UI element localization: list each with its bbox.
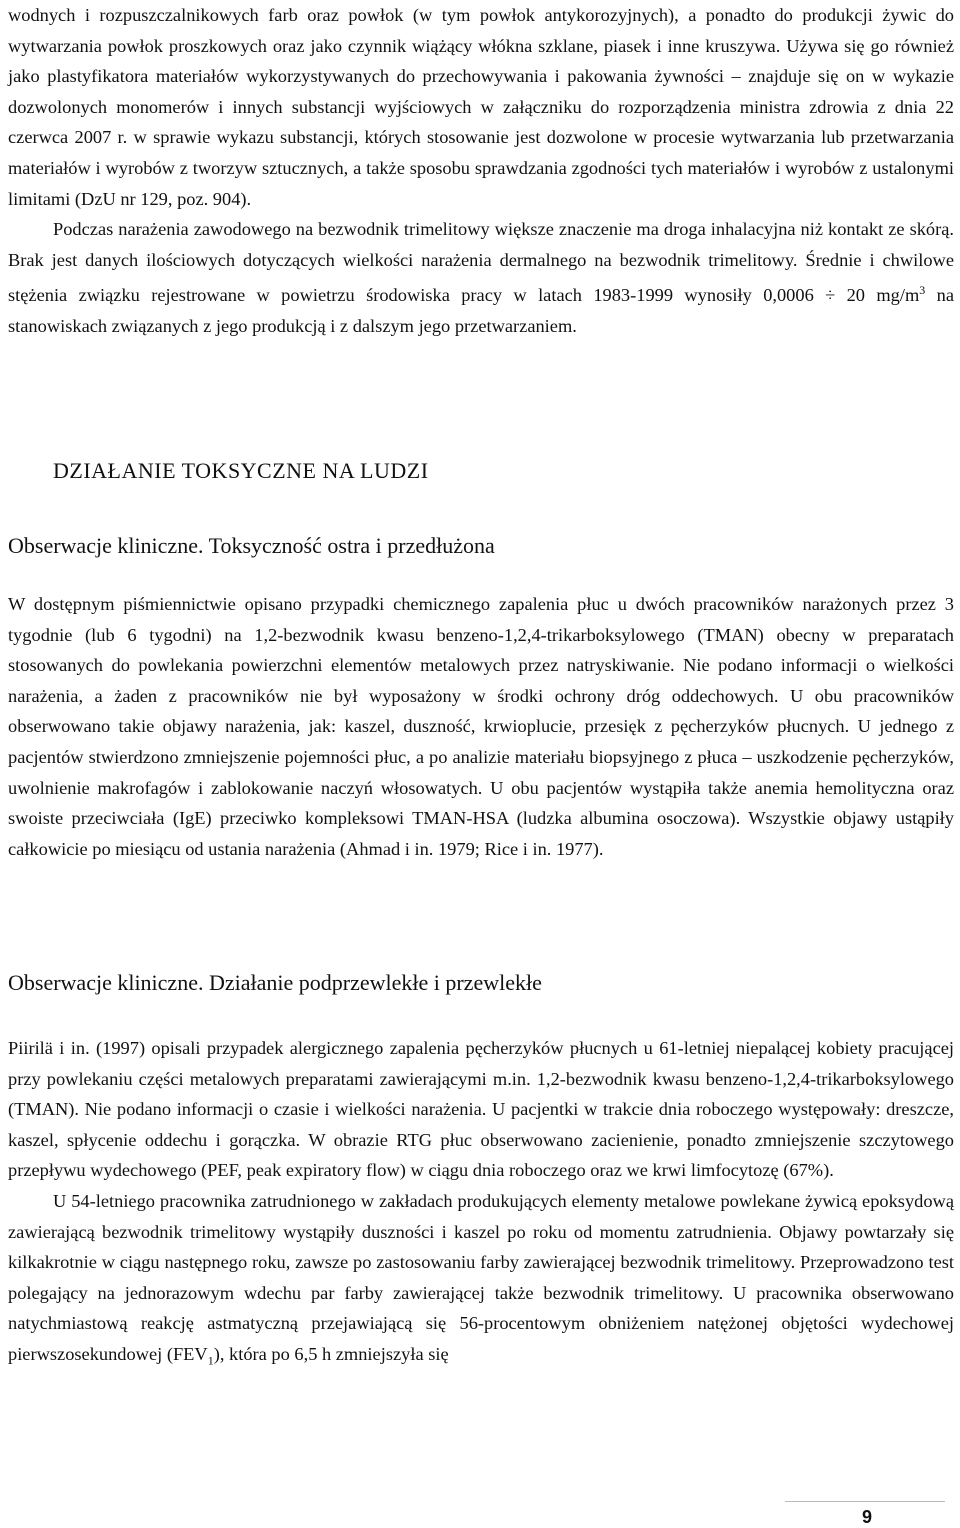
section-heading-chronic: Obserwacje kliniczne. Działanie podprzewlekłe i przewlekłe <box>8 970 542 995</box>
exposure-text: Podczas narażenia zawodowego na bezwodnik trimelitowy większe znaczenie ma droga inhalacyjna niż kontakt ze skórą. Brak jest danych ilościowych dotyczących wielkości narażenia dermalnego na bezwodnik trimelitowy. Średnie i chwilowe stężenia związku rejestrowane w powietrzu środowiska pracy w latach 1983-1999 wynosiły 0,0006 ÷ 20 mg/m <box>8 219 954 306</box>
section-heading-acute: Obserwacje kliniczne. Toksyczność ostra i przedłużona <box>8 533 495 558</box>
paragraph-piirila: Piirilä i in. (1997) opisali przypadek alergicznego zapalenia pęcherzyków płucnych u 61-letniej niepalącej kobiety pracującej przy powlekaniu części metalowych preparatami zawierającymi m.in. 1,2-bezwodnik kwasu benzeno-1,2,4-trikarboksylowego (TMAN). Nie podano informacji o czasie i wielkości narażenia. U pacjentki w trakcie dnia roboczego występowały: dreszcze, kaszel, spłycenie oddechu i gorączka. W obrazie RTG płuc obserwowano zacienienie, ponadto zmniejszenie szczytowego przepływu wydechowego (PEF, peak expiratory flow) w ciągu dnia roboczego oraz we krwi limfocytozę (67%). <box>8 1038 954 1181</box>
worker-text-end: ), która po 6,5 h zmniejszyła się <box>213 1343 449 1364</box>
page-number: 9 <box>862 1507 873 1527</box>
footer-rule <box>785 1501 945 1502</box>
subscript-1: 1 <box>207 1353 214 1368</box>
worker-text: U 54-letniego pracownika zatrudnionego w zakładach produkujących elementy metalowe powlekane żywicą epoksydową zawierającą bezwodnik trimelitowy wystąpiły duszności i kaszel po roku od momentu zatrudnienia. Objawy powtarzały się kilkakrotnie w ciągu następnego roku, zawsze po zastosowaniu farby zawierającej bezwodnik trimelitowy. Przeprowadzono test polegający na jednorazowym wdechu par farby zawierającej także bezwodnik trimelitowy. U pracownika obserwowano natychmiastową reakcję astmatyczną przejawiającą się 56-procentowym obniżeniem natężonej objętości wydechowej pierwszosekundowej (FEV <box>8 1190 954 1364</box>
paragraph-uses: wodnych i rozpuszczalnikowych farb oraz powłok (w tym powłok antykorozyjnych), a ponadto do produkcji żywic do wytwarzania powłok proszkowych oraz jako czynnik wiążący włókna szklane, piasek i inne kruszywa. Używa się go również jako plastyfikatora materiałów wykorzystywanych do przechowywania i pakowania żywności – znajduje się on w wykazie dozwolonych monomerów i innych substancji wyjściowych w załączniku do rozporządzenia ministra zdrowia z dnia 22 czerwca 2007 r. w sprawie wykazu substancji, których stosowanie jest dozwolone w procesie wytwarzania lub przetwarzania materiałów i wyrobów z tworzyw sztucznych, a także sposobu sprawdzania zgodności tych materiałów i wyrobów z ustalonymi limitami (DzU nr 129, poz. 904). <box>8 5 954 209</box>
superscript-3: 3 <box>919 283 926 298</box>
paragraph-worker <box>8 1186 954 1376</box>
section-acute-body <box>8 589 954 864</box>
exposure-text-end: na stanowiskach związanych z jego produkcją i z dalszym jego przetwarzaniem. <box>8 285 954 337</box>
paragraph-acute: W dostępnym piśmiennictwie opisano przypadki chemicznego zapalenia płuc u dwóch pracowników narażonych przez 3 tygodnie (lub 6 tygodni) na 1,2-bezwodnik kwasu benzeno-1,2,4-trikarboksylowego (TMAN) obecny w preparatach stosowanych do powlekania powierzchni elementów metalowych przez natryskiwanie. Nie podano informacji o wielkości narażenia, a żaden z pracowników nie był wyposażony w środki ochrony dróg oddechowych. U obu pracowników obserwowano takie objawy narażenia, jak: kaszel, duszność, krwioplucie, przesięk z pęcherzyków płucnych. U jednego z pacjentów stwierdzono zmniejszenie pojemności płuc, a po analizie materiału biopsyjnego z płuca – uszkodzenie pęcherzyków, uwolnienie makrofagów i zablokowanie naczyń włosowatych. U obu pacjentów wystąpiła także anemia hemolityczna oraz swoiste przeciwciała (IgE) przeciwko kompleksowi TMAN-HSA (ludzka albumina osoczowa). Wszystkie objawy ustąpiły całkowicie po miesiącu od ustania narażenia (Ahmad i in. 1979; Rice i in. 1977). <box>8 594 954 859</box>
main-heading: DZIAŁANIE TOKSYCZNE NA LUDZI <box>53 458 429 483</box>
paragraph-exposure <box>8 214 954 342</box>
intro-block <box>8 0 954 342</box>
section-chronic-body <box>8 1033 954 1376</box>
